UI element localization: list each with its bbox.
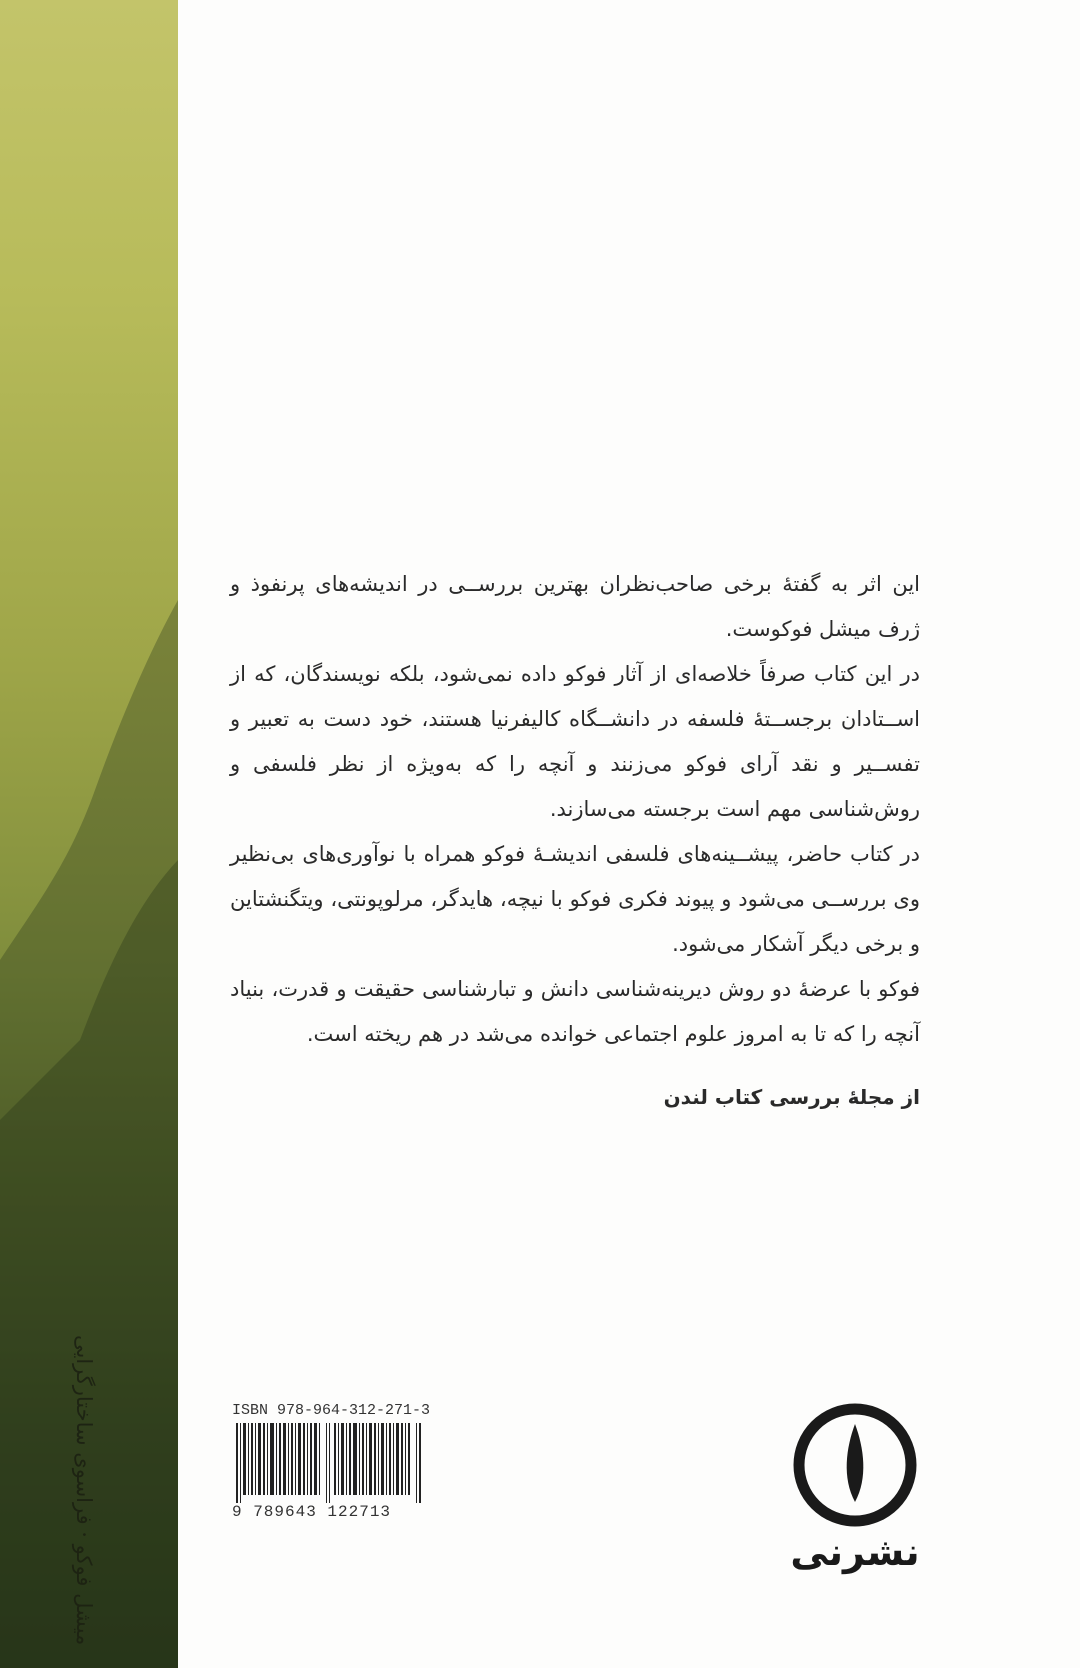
isbn-barcode-block [232,1402,431,1521]
handwritten-signature: ﻣﯿﺸﻞ ﻓﻮﮐﻮ · ﻓﺮﺍﺳﻮﯼ ﺳﺎﺧﺘﺎﺭﮔﺮﺍﯾﯽ [72,1335,96,1646]
isbn-label: ISBN 978-964-312-271-3 [232,1402,431,1419]
blurb-paragraph-3: در کتاب حاضر، پیشــینه‌های فلسفی اندیشـهٔ فوکو همراه با نوآوری‌های بی‌نظیر وی بررســی می‌شود و پیوند فکری فوکو با نیچه، هایدگر، مرلوپونتی، ویتگنشتاین و برخی دیگر آشکار می‌شود. [230,842,920,956]
blurb-paragraph-1: این اثر به گفتهٔ برخی صاحب‌نظران بهترین بررســی در اندیشه‌های پرنفوذ و ژرف میشل فوکوست. [230,572,920,641]
back-cover-blurb [230,562,920,1120]
blurb-source: از مجلهٔ بررسی کتاب لندن [663,1085,920,1109]
publisher-logo [790,1400,920,1574]
blurb-paragraph-2: در این کتاب صرفاً خلاصه‌ای از آثار فوکو داده نمی‌شود، بلکه نویسندگان، که از اســتادان برجســتهٔ فلسفه در دانشــگاه کالیفرنیا هستند، خود دست به تعبیر و تفســیر و نقد آرای فوکو می‌زنند و آنچه را که به‌ویژه از نظر فلسفی و روش‌شناسی مهم است برجسته می‌سازند. [230,662,920,821]
ean-digits: 9 789643 122713 [232,1503,392,1521]
publisher-name: نشرنی [790,1530,920,1574]
barcode-image [232,1423,427,1503]
blurb-paragraph-4: فوکو با عرضهٔ دو روش دیرینه‌شناسی دانش و تبارشناسی حقیقت و قدرت، بنیاد آنچه را که تا به امروز علوم اجتماعی خوانده می‌شد در هم ریخته است. [230,977,920,1046]
publisher-emblem-icon [790,1400,920,1530]
